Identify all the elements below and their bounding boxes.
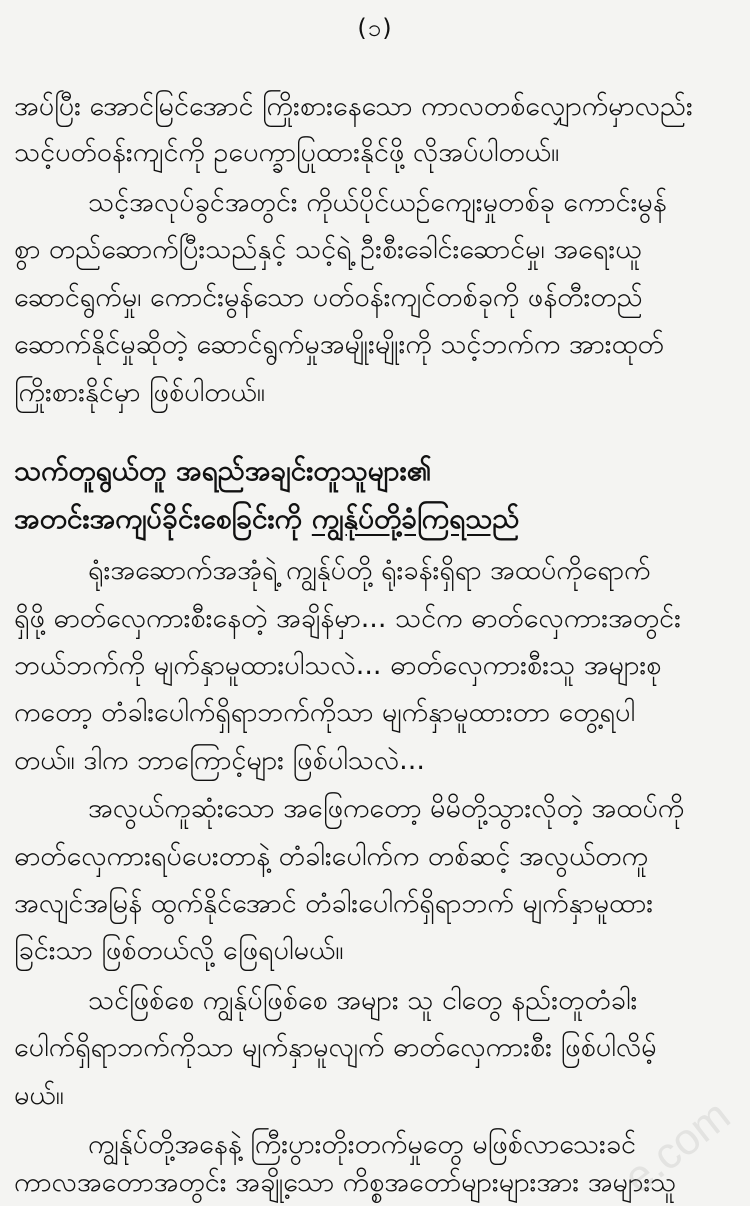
text-line: အလျင်အမြန် ထွက်နိုင်အောင် တံခါးပေါက်ရှိရာဘက် မျက်နှာမူထား	[14, 888, 654, 919]
text-line: ရှိဖို့ ဓာတ်လှေကားစီးနေတဲ့ အချိန်မှာ... သင်က ဓာတ်လှေကားအတွင်း	[14, 603, 681, 634]
text-line: ဘယ်ဘက်ကို မျက်နှာမူထားပါသလဲ... ဓာတ်လှေကားစီးသူ အများစု	[14, 650, 662, 681]
text-line: ရုံးအဆောက်အအုံရဲ့ ကျွန်ုပ်တို့ ရုံးခန်းရှိရာ အထပ်ကိုရောက်	[88, 555, 651, 586]
text-line: ကြိုးစားနိုင်မှာ ဖြစ်ပါတယ်။	[14, 377, 265, 408]
section-heading-line-1: သက်တူရွယ်တူ အရည်အချင်းတူသူများ၏	[14, 454, 432, 487]
text-line: အပ်ပြီး အောင်မြင်အောင် ကြိုးစားနေသော ကာလတစ်လျှောက်မှာလည်း	[14, 91, 693, 122]
page-number: (၁)	[357, 14, 393, 42]
heading-underlined-text: ကျွန်ုပ်တို့ခံကြရသည်	[311, 502, 520, 535]
text-line: မယ်။	[14, 1080, 64, 1111]
text-line: သင့်အလုပ်ခွင်အတွင်း ကိုယ်ပိုင်ယဉ်ကျေးမှုတစ်ခု ကောင်းမွန်	[88, 187, 667, 218]
heading-text: အတင်းအကျပ်ခိုင်းစေခြင်းကို	[14, 502, 312, 535]
text-line: ဓာတ်လှေကားရပ်ပေးတာနဲ့ တံခါးပေါက်က တစ်ဆင့် အလွယ်တကူ	[14, 841, 648, 872]
text-line: ကာလအတောအတွင်း အချို့သော ကိစ္စအတော်များများအား အများသူ	[14, 1167, 677, 1198]
text-line: ကျွန်ုပ်တို့အနေနဲ့ ကြီးပွားတိုးတက်မှုတွေ မဖြစ်လာသေးခင်	[88, 1129, 636, 1160]
text-line: တယ်။ ဒါက ဘာကြောင့်များ ဖြစ်ပါသလဲ...	[14, 745, 425, 776]
text-line: ဆောက်နိုင်မှုဆိုတဲ့ ဆောင်ရွက်မှုအမျိုးမျိုးကို သင့်ဘက်က အားထုတ်	[14, 329, 664, 360]
text-line: ပေါက်ရှိရာဘက်ကိုသာ မျက်နှာမူလျက် ဓာတ်လှေကားစီး ဖြစ်ပါလိမ့်	[14, 1032, 657, 1063]
watermark: e.com	[614, 1090, 740, 1203]
text-line: အလွယ်ကူဆုံးသော အဖြေကတော့ မိမိတို့သွားလိုတဲ့ အထပ်ကို	[88, 793, 685, 824]
text-line: သင်ဖြစ်စေ ကျွန်ုပ်ဖြစ်စေ အများ သူ ငါတွေ နည်းတူတံခါး	[88, 985, 638, 1016]
text-line: သင့်ပတ်ဝန်းကျင်ကို ဥပေက္ခာပြုထားနိုင်ဖို့ လိုအပ်ပါတယ်။	[14, 137, 560, 168]
text-line: ကတော့ တံခါးပေါက်ရှိရာဘက်ကိုသာ မျက်နှာမူထားတာ တွေ့ရပါ	[14, 697, 636, 728]
text-line: ဆောင်ရွက်မှု၊ ကောင်းမွန်သော ပတ်ဝန်းကျင်တစ်ခုကို ဖန်တီးတည်	[14, 282, 643, 313]
text-line: စွာ တည်ဆောက်ပြီးသည်နှင့် သင့်ရဲ့ ဦးစီးခေါင်းဆောင်မှု၊ အရေးယူ	[14, 234, 642, 265]
section-heading-line-2	[14, 496, 736, 542]
text-line: ခြင်းသာ ဖြစ်တယ်လို့ ဖြေရပါမယ်။	[14, 935, 344, 966]
